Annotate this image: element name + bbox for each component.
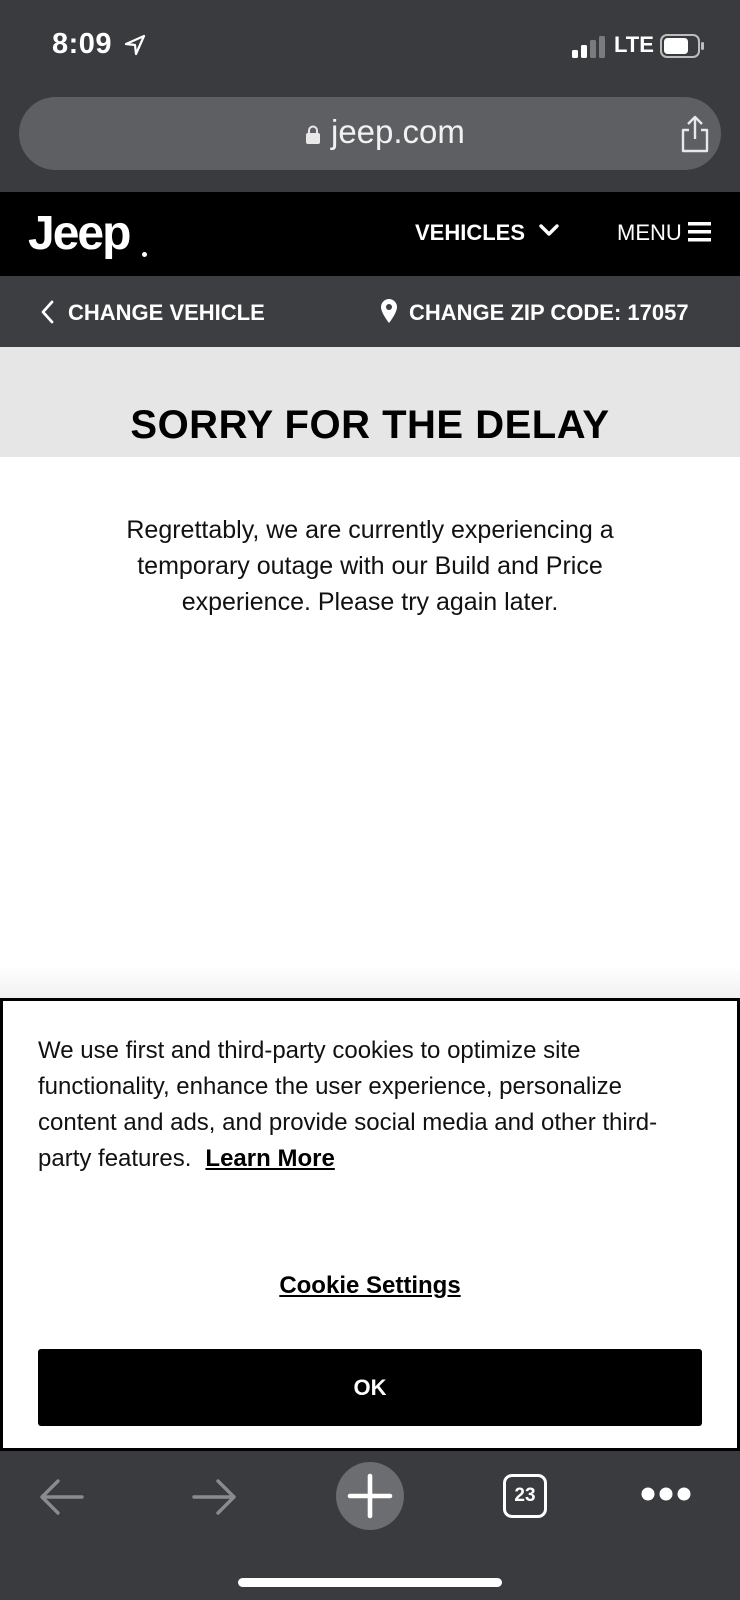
cookie-banner-shadow (0, 965, 740, 1000)
chevron-left-icon[interactable] (40, 300, 54, 324)
cookie-description: We use first and third-party cookies to optimize site functionality, enhance the user experience, personalize content and ads, and provide social media and other third-party features. (38, 1037, 658, 1172)
chevron-down-icon[interactable] (538, 220, 560, 240)
location-arrow-icon (124, 34, 146, 56)
forward-arrow-icon[interactable] (192, 1477, 238, 1517)
browser-address-area (0, 92, 740, 192)
site-header (0, 192, 740, 276)
status-time: 8:09 (52, 28, 113, 60)
change-zip-link[interactable]: CHANGE ZIP CODE: 17057 (409, 300, 689, 325)
battery-icon (660, 33, 706, 59)
more-icon[interactable] (640, 1486, 692, 1502)
page-title: SORRY FOR THE DELAY (130, 403, 610, 447)
jeep-logo[interactable]: Jeep (28, 207, 130, 260)
vehicles-menu-button[interactable]: VEHICLES (415, 220, 526, 245)
status-bar (0, 0, 740, 92)
lock-icon (305, 125, 321, 145)
url-text: jeep.com (331, 113, 465, 150)
new-tab-button[interactable] (336, 1462, 404, 1530)
cookie-text (38, 1033, 688, 1177)
browser-toolbar (0, 1451, 740, 1600)
menu-button[interactable]: MENU (617, 220, 682, 245)
sub-navigation (0, 276, 740, 347)
address-bar[interactable] (19, 97, 721, 170)
ok-button[interactable]: OK (38, 1349, 702, 1426)
heading-band (0, 347, 740, 457)
logo-registered-dot (142, 252, 147, 257)
learn-more-link[interactable]: Learn More (205, 1145, 335, 1172)
tabs-button[interactable]: 23 (503, 1474, 547, 1518)
share-icon[interactable] (679, 115, 711, 153)
back-arrow-icon[interactable] (38, 1477, 84, 1517)
cookie-settings-link[interactable]: Cookie Settings (279, 1272, 461, 1299)
map-pin-icon (380, 298, 398, 324)
change-vehicle-link[interactable]: CHANGE VEHICLE (68, 300, 265, 325)
carrier-label: LTE (614, 32, 654, 57)
cookie-banner (0, 998, 740, 1451)
home-indicator (238, 1578, 502, 1587)
hamburger-icon[interactable] (688, 222, 711, 242)
outage-message: Regrettably, we are currently experiencing a temporary outage with our Build and Price experience. Please try again later. (126, 516, 614, 616)
signal-icon (572, 36, 606, 58)
plus-icon (347, 1473, 393, 1519)
